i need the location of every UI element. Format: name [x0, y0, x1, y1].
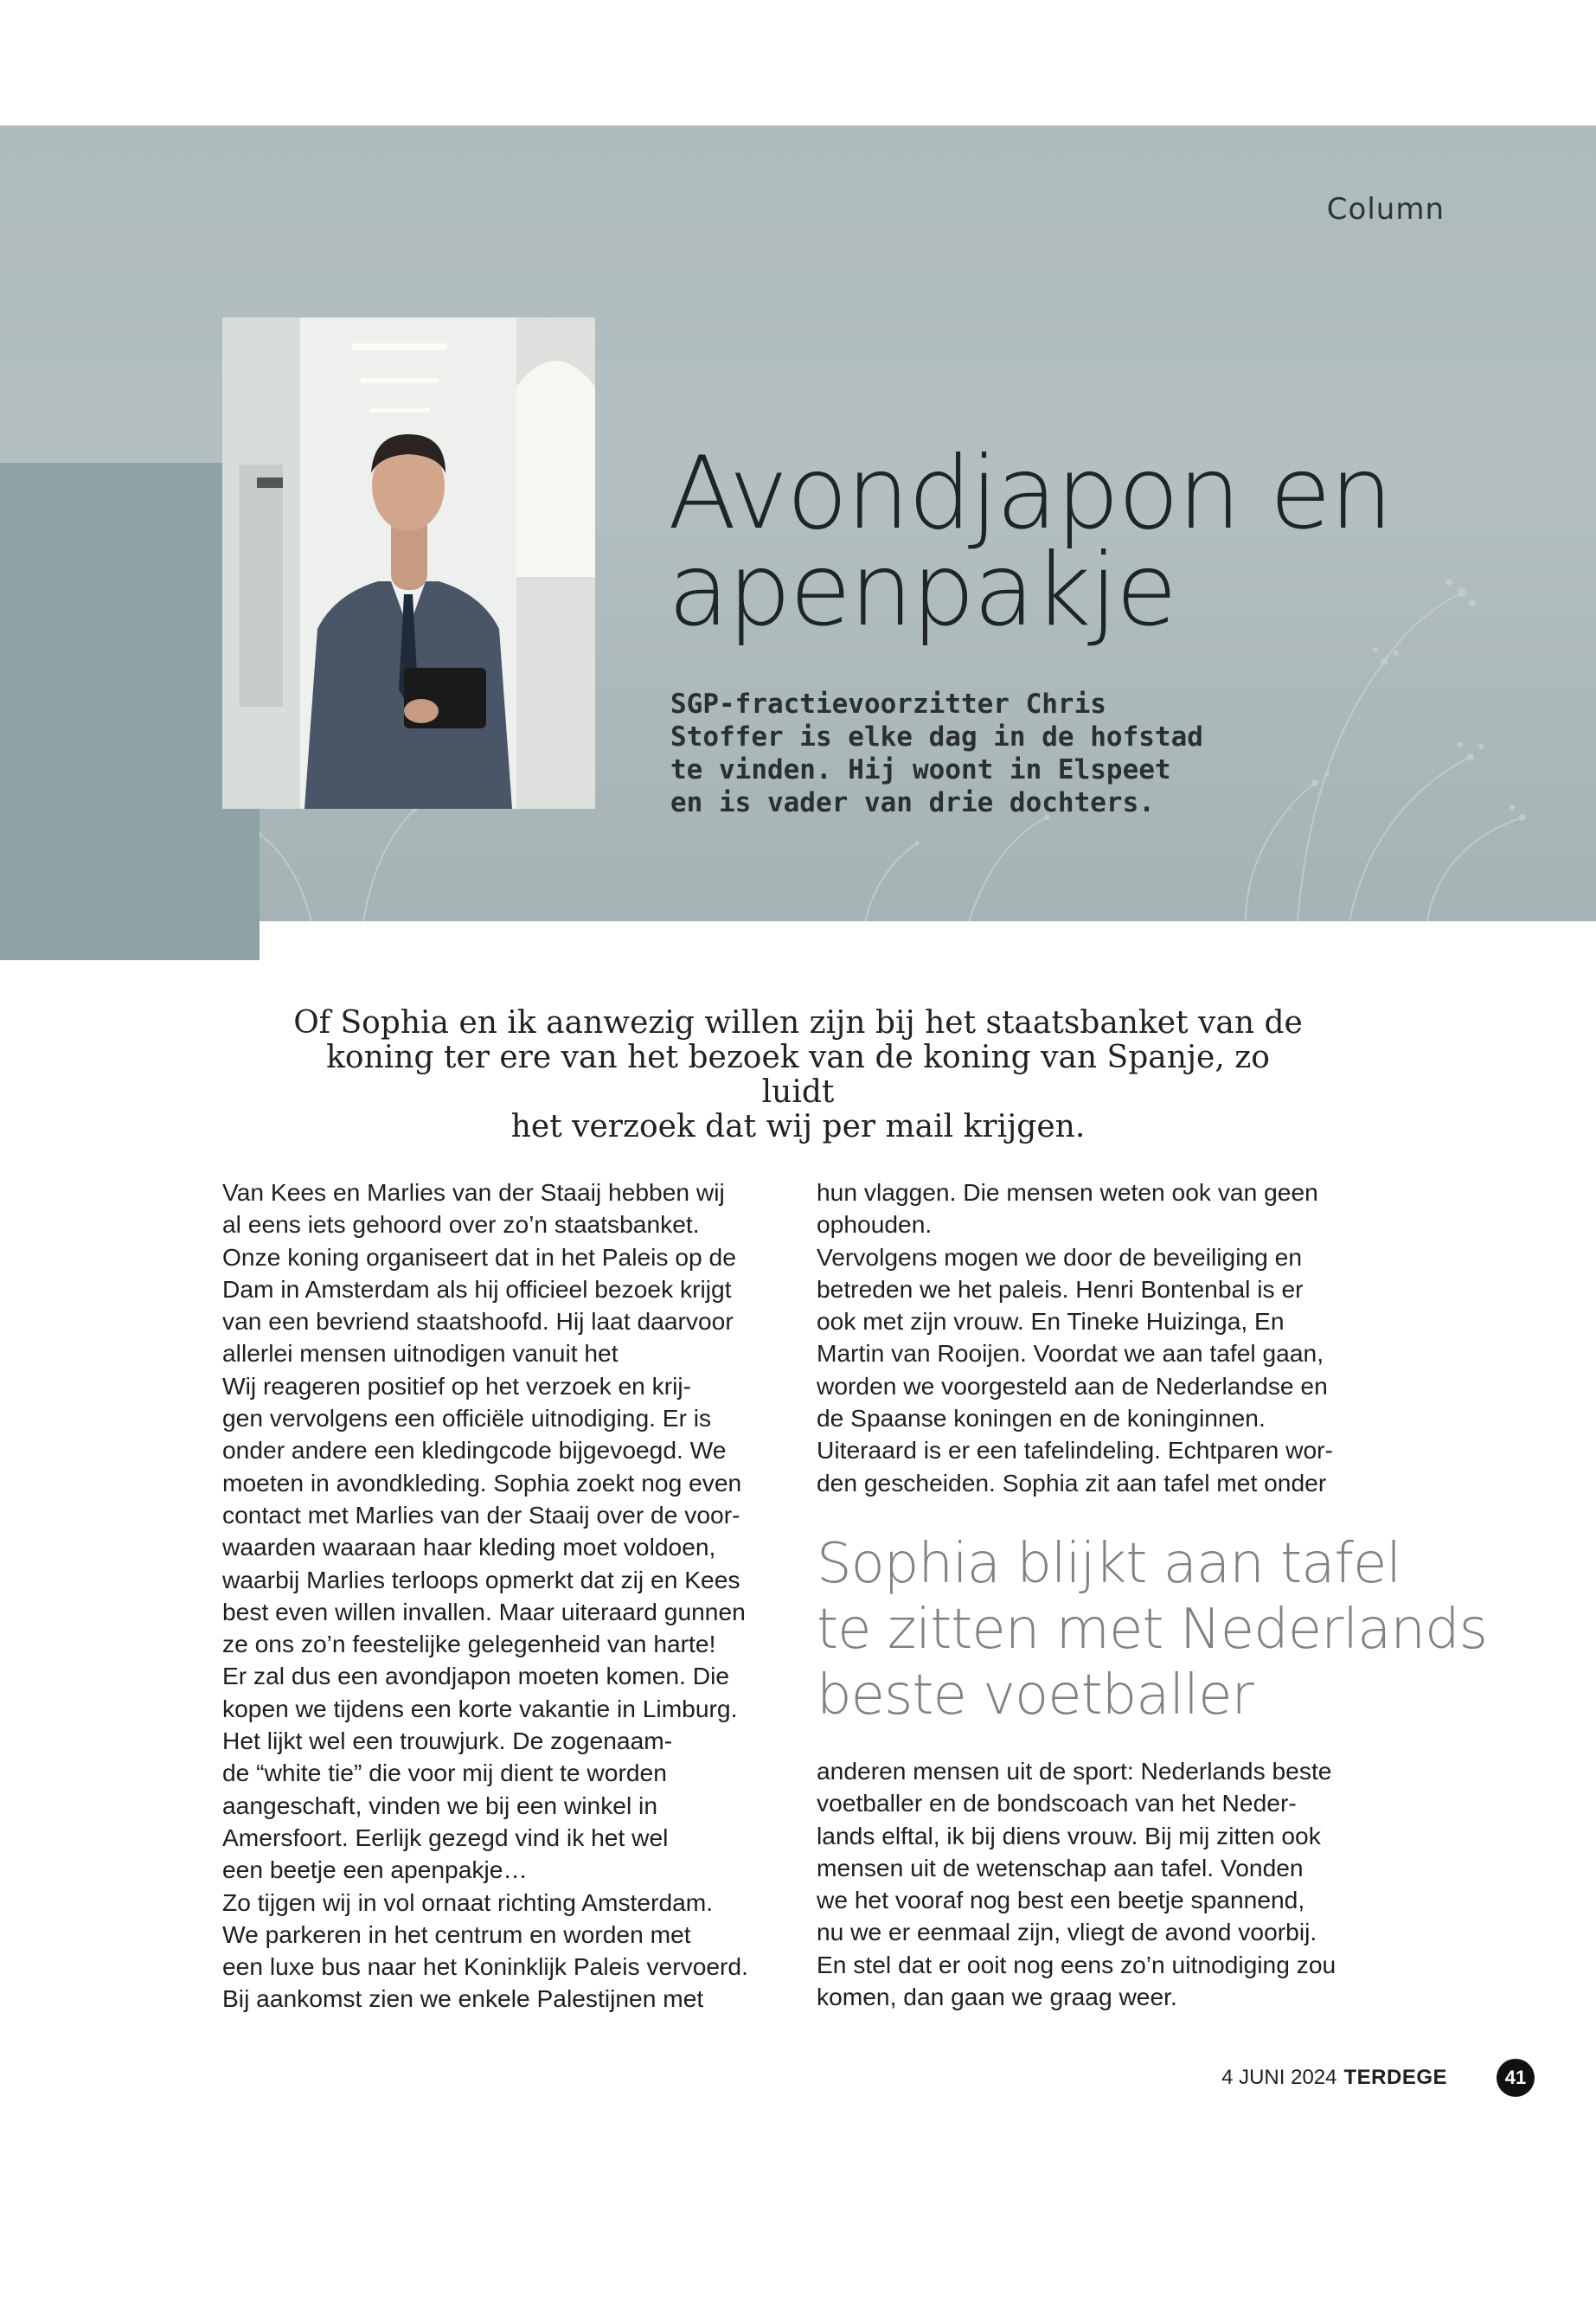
body-text-line: nu we er eenmaal zijn, vliegt de avond voorbij.	[817, 1918, 1317, 1946]
body-text-line: ook met zijn vrouw. En Tineke Huizinga, En	[817, 1307, 1285, 1336]
body-text-line: hun vlaggen. Die mensen weten ook van geen	[817, 1178, 1318, 1206]
body-text-line: voetballer en de bondscoach van het Neder-	[817, 1789, 1297, 1817]
body-text-line: best even willen invallen. Maar uiteraard gunnen	[222, 1597, 746, 1625]
lead-line: het verzoek dat wij per mail krijgen.	[510, 1109, 1086, 1144]
magazine-name: TERDEGE	[1343, 2066, 1447, 2089]
pull-quote-line: te zitten met Nederlands	[817, 1598, 1487, 1662]
body-text-line: mensen uit de wetenschap aan tafel. Vonden	[817, 1853, 1304, 1881]
body-text-line: Van Kees en Marlies van der Staaij hebben wij	[222, 1178, 725, 1206]
pull-quote-line: Sophia blijkt aan tafel	[817, 1532, 1401, 1596]
body-text-line: den gescheiden. Sophia zit aan tafel met onder	[817, 1468, 1327, 1497]
intro-line: Stoffer is elke dag in de hofstad	[670, 721, 1203, 753]
body-text-line: ophouden.	[817, 1210, 933, 1239]
lead-line: Of Sophia en ik aanwezig willen zijn bij het staatsbanket van de	[293, 1005, 1303, 1041]
lead-paragraph	[285, 1006, 1311, 1144]
body-text-line: ze ons zo’n feestelijke gelegenheid van harte!	[222, 1630, 716, 1658]
body-text-line: we het vooraf nog best een beetje spannend,	[817, 1886, 1305, 1914]
body-text-line: Martin van Rooijen. Voordat we aan tafel gaan,	[817, 1339, 1324, 1368]
body-text-line: contact met Marlies van der Staaij over de voor-	[222, 1500, 740, 1529]
body-text-line: Het lijkt wel een trouwjurk. De zogenaam-	[222, 1727, 673, 1755]
body-text-line: Zo tijgen wij in vol ornaat richting Amsterdam.	[222, 1888, 714, 1916]
page-footer	[1221, 2066, 1447, 2090]
intro-line: en is vader van drie dochters.	[670, 787, 1155, 818]
body-text-line: lands elftal, ik bij diens vrouw. Bij mij zitten ook	[817, 1821, 1321, 1849]
intro-line: SGP-fractievoorzitter Chris	[670, 689, 1106, 720]
body-text-line: En stel dat er ooit nog eens zo’n uitnodiging zou	[817, 1950, 1336, 1978]
body-column-right-bottom	[817, 1755, 1370, 2013]
page-number: 41	[1497, 2059, 1535, 2097]
body-text-line: Bij aankomst zien we enkele Palestijnen met	[222, 1984, 704, 2013]
body-text-line: aangeschaft, vinden we bij een winkel in	[222, 1791, 657, 1819]
title-line: apenpakje	[668, 532, 1176, 649]
body-text-line: een luxe bus naar het Koninklijk Paleis vervoerd.	[222, 1952, 748, 1981]
issue-date: 4 JUNI 2024	[1221, 2066, 1337, 2089]
body-column-left	[222, 1176, 776, 2016]
body-text-line: moeten in avondkleding. Sophia zoekt nog even	[222, 1468, 742, 1497]
lead-line: koning ter ere van het bezoek van de koning van Spanje, zo luidt	[326, 1040, 1270, 1110]
body-text-line: al eens iets gehoord over zo’n staatsbanket.	[222, 1210, 700, 1239]
body-text-line: worden we voorgesteld aan de Nederlandse en	[817, 1371, 1328, 1400]
body-text-line: de Spaanse koningen en de koninginnen.	[817, 1404, 1266, 1433]
body-text-line: allerlei mensen uitnodigen vanuit het	[222, 1339, 619, 1368]
pull-quote	[817, 1531, 1487, 1728]
title-line: Avondjapon en	[668, 435, 1392, 552]
body-text-line: We parkeren in het centrum en worden met	[222, 1920, 691, 1948]
pull-quote-line: beste voetballer	[817, 1663, 1253, 1727]
body-text-line: betreden we het paleis. Henri Bontenbal is er	[817, 1274, 1304, 1303]
body-text-line: waarbij Marlies terloops opmerkt dat zij en Kees	[222, 1565, 740, 1593]
body-text-line: Amersfoort. Eerlijk gezegd vind ik het wel	[222, 1823, 669, 1851]
body-text-line: van een bevriend staatshoofd. Hij laat daarvoor	[222, 1307, 734, 1336]
body-text-line: gen vervolgens een officiële uitnodiging. Er is	[222, 1404, 712, 1433]
body-text-line: Wij reageren positief op het verzoek en krij-	[222, 1371, 692, 1400]
body-text-line: komen, dan gaan we graag weer.	[817, 1983, 1177, 2011]
body-text-line: onder andere een kledingcode bijgevoegd. We	[222, 1436, 727, 1465]
body-column-right-top	[817, 1176, 1370, 1499]
article-title	[668, 435, 1446, 649]
section-label: Column	[1326, 192, 1445, 227]
body-text-line: Vervolgens mogen we door de beveiliging en	[817, 1242, 1302, 1271]
teal-accent-block	[0, 463, 260, 960]
body-text-line: Dam in Amsterdam als hij officieel bezoek krijgt	[222, 1274, 732, 1303]
body-text-line: Onze koning organiseert dat in het Paleis op de	[222, 1242, 736, 1271]
body-text-line: Er zal dus een avondjapon moeten komen. Die	[222, 1662, 730, 1690]
body-text-line: de “white tie” die voor mij dient te worden	[222, 1759, 667, 1787]
body-text-line: kopen we tijdens een korte vakantie in Limburg.	[222, 1694, 738, 1722]
intro-line: te vinden. Hij woont in Elspeet	[670, 754, 1171, 785]
body-text-line: waarden waaraan haar kleding moet voldoen,	[222, 1533, 716, 1561]
author-photo	[222, 317, 595, 809]
article-intro	[670, 688, 1276, 819]
body-text-line: een beetje een apenpakje…	[222, 1856, 528, 1884]
body-text-line: anderen mensen uit de sport: Nederlands beste	[817, 1757, 1332, 1785]
body-text-line: Uiteraard is er een tafelindeling. Echtparen wor-	[817, 1436, 1333, 1465]
